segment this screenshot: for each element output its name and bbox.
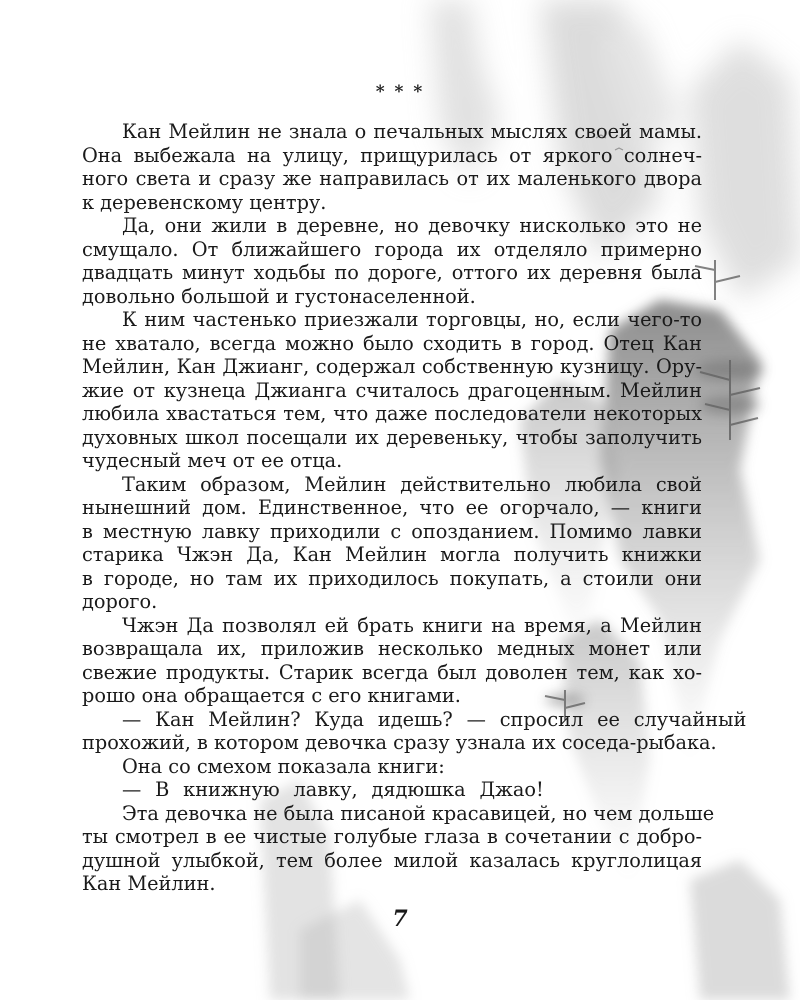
text-line: ты смотрел в ее чистые голубые глаза в сочетании с добро- <box>82 825 702 848</box>
text-line: духовных школ посещали их деревеньку, чтобы заполучить <box>82 425 702 449</box>
text-line: ного света и сразу же направилась от их маленького двора <box>82 167 702 190</box>
section-separator: * * * <box>375 82 425 102</box>
text-line: прохожий, в котором девочка сразу узнала их соседа-рыбака. <box>82 731 717 754</box>
text-line: Она со смехом показала книги: <box>122 754 445 778</box>
text-line: довольно большой и густонаселенной. <box>82 284 476 308</box>
text-line: К ним частенько приезжали торговцы, но, если чего-то <box>122 308 702 331</box>
text-line: в местную лавку приходили с опозданием. Помимо лавки <box>82 519 702 543</box>
text-line: Чжэн Да позволял ей брать книги на время, а Мейлин <box>122 613 702 637</box>
page-number: 7 <box>392 906 408 932</box>
text-line: Таким образом, Мейлин действительно любила свой <box>122 472 702 496</box>
text-line: Кан Мейлин не знала о печальных мыслях своей мамы. <box>122 120 702 143</box>
text-line: старика Чжэн Да, Кан Мейлин могла получить книжки <box>82 543 702 566</box>
body-text <box>82 120 747 896</box>
text-line: чудесный меч от ее отца. <box>82 449 343 472</box>
text-line: Она выбежала на улицу, прищурилась от яркого солнеч- <box>82 143 702 167</box>
text-line: свежие продукты. Старик всегда был доволен тем, как хо- <box>82 660 702 684</box>
text-line: жие от кузнеца Джианга считалось драгоценным. Мейлин <box>82 378 702 402</box>
text-line: рошо она обращается с его книгами. <box>82 684 461 707</box>
text-line: дорого. <box>82 590 158 613</box>
text-line: Мейлин, Кан Джианг, содержал собственную кузницу. Ору- <box>82 355 702 378</box>
text-line: Эта девочка не была писаной красавицей, но чем дольше <box>122 801 715 825</box>
text-line: — В книжную лавку, дядюшка Джао! <box>122 778 544 801</box>
text-line: Кан Мейлин. <box>82 872 216 895</box>
text-line: двадцать минут ходьбы по дороге, оттого их деревня была <box>82 261 702 284</box>
text-line: в городе, но там их приходилось покупать, а стоили они <box>82 566 702 590</box>
text-line: не хватало, всегда можно было сходить в город. Отец Кан <box>82 331 702 355</box>
text-line: душной улыбкой, тем более милой казалась круглолицая <box>82 848 702 872</box>
text-line: возвращала их, приложив несколько медных монет или <box>82 637 702 660</box>
text-line: — Кан Мейлин? Куда идешь? — спросил ее случайный <box>122 707 747 731</box>
text-line: Да, они жили в деревне, но девочку нисколько это не <box>122 214 702 237</box>
text-line: любила хвастаться тем, что даже последователи некоторых <box>82 402 702 425</box>
text-line: к деревенскому центру. <box>82 190 327 214</box>
text-line: нынешний дом. Единственное, что ее огорчало, — книги <box>82 496 702 519</box>
text-line: смущало. От ближайшего города их отделяло примерно <box>82 237 702 261</box>
